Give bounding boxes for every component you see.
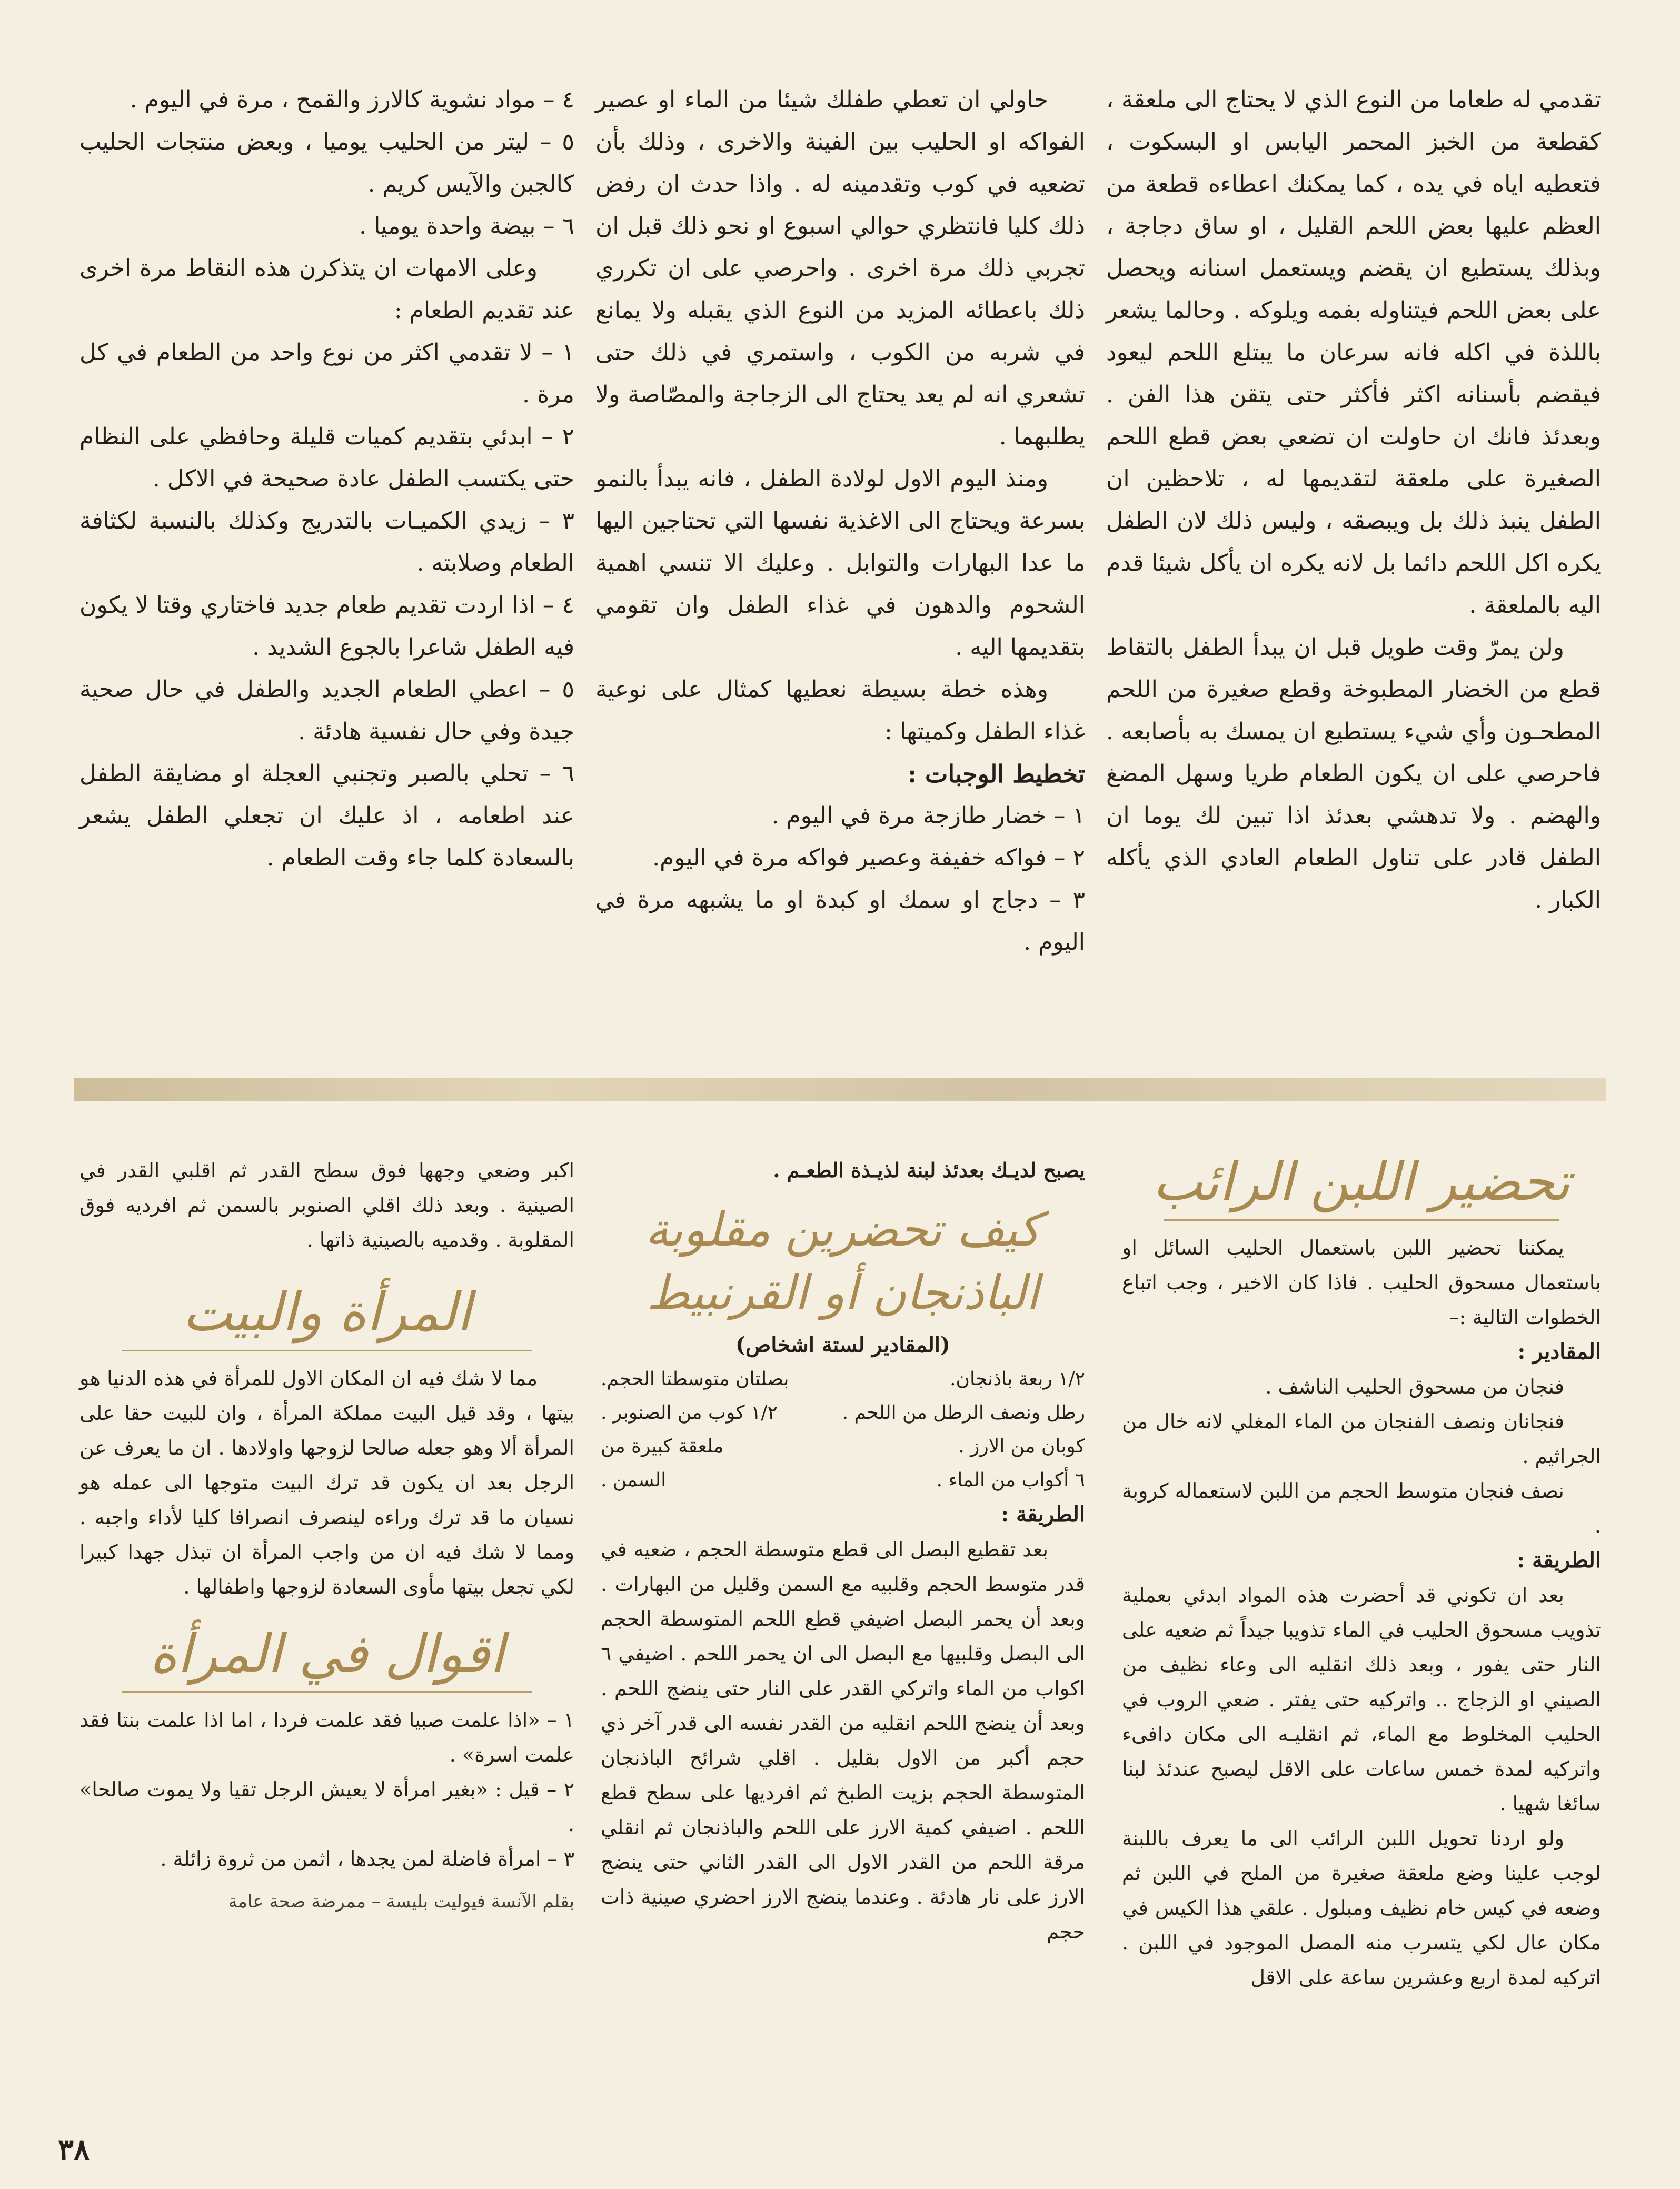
list-item: ١ – لا تقدمي اكثر من نوع واحد من الطعام في كل مرة . (79, 339, 574, 408)
paragraph: ولو اردنا تحويل اللبن الرائب الى ما يعرف باللبنة لوجب علينا وضع ملعقة صغيرة من الملح في اللبن ثم وضعه في كيس خام نظيف ومبلول . علقي هذا الكيس في مكان عال لكي يتسرب منه المصل الموجود في اللبن . اتركيه لمدة اربع وعشرين ساعة على الاقل (1122, 1827, 1601, 1989)
list-item: ١ – خضار طازجة مرة في اليوم . (771, 802, 1085, 829)
list-item: ٥ – ليتر من الحليب يوميا ، وبعض منتجات الحليب كالجبن والآيس كريم . (79, 128, 575, 197)
author-credit: بقلم الآنسة فيوليت بليسة – ممرضة صحة عامة (228, 1891, 574, 1912)
paragraph: بعد ان تكوني قد أحضرت هذه المواد ابدئي بعملية تذويب مسحوق الحليب في الماء تذويبا جيداً ثم ضعيه على النار حتى يفور ، وبعد ذلك انقليه الى وعاء نظيف من الصيني او الزجاج .. واتركيه حتى يفتر . ضعي الروب في الحليب المخلوط مع الماء، ثم انقليـه الى مكان دافىء واتركيه لمدة خمس ساعات على الاقل ليصبح عندئذ لبنا سائغا شهيا . (1122, 1584, 1601, 1815)
sayings-title: اقوال في المرأة (150, 1623, 504, 1685)
ingredients-table (601, 1362, 1085, 1497)
paragraph: يمكننا تحضير اللبن باستعمال الحليب السائل او باستعمال مسحوق الحليب . فاذا كان الاخير ، وجب اتباع الخطوات التالية :– (1122, 1236, 1601, 1329)
bottom-middle-column (601, 1153, 1085, 1949)
title-underline (122, 1692, 532, 1693)
maqluba-title-line2: الباذنجان أو القرنبيط (647, 1266, 1039, 1320)
method-heading: الطريقة : (1001, 1502, 1085, 1527)
ingredient-row (601, 1396, 1085, 1430)
bottom-right-column (1122, 1148, 1601, 1995)
list-item: ٦ – تحلي بالصبر وتجنبي العجلة او مضايقة الطفل عند اطعامه ، اذ عليك ان تجعلي الطفل يشعر بالسعادة كلما جاء وقت الطعام . (79, 760, 574, 871)
list-item: ١ – «اذا علمت صبيا فقد علمت فردا ، اما اذا علمت بنتا فقد علمت اسرة» . (79, 1708, 574, 1766)
laban-title: تحضير اللبن الرائب (1152, 1151, 1570, 1212)
paragraph: يصبح لديـك بعدئذ لبنة لذيـذة الطعـم . (773, 1158, 1085, 1182)
list-item: ٦ – بيضة واحدة يوميا . (359, 213, 574, 240)
title-underline (1164, 1219, 1559, 1221)
ingredient-item: نصف فنجان متوسط الحجم من اللبن لاستعماله كروبة . (1122, 1479, 1601, 1537)
ingredient-item: فنجان من مسحوق الحليب الناشف . (1265, 1375, 1564, 1398)
woman-home-title: المرأة والبيت (182, 1281, 472, 1343)
list-item: ٥ – اعطي الطعام الجديد والطفل في حال صحية جيدة وفي حال نفسية هادئة . (79, 676, 574, 745)
ingredient-row (601, 1430, 1085, 1464)
title-underline (122, 1350, 532, 1351)
ingredient-row (601, 1362, 1085, 1396)
list-item: ٤ – مواد نشوية كالارز والقمح ، مرة في اليوم . (130, 86, 574, 113)
list-item: ٢ – قيل : «بغير امرأة لا يعيش الرجل تقيا ولا يموت صالحا» . (79, 1778, 574, 1836)
maqluba-title-line1: كيف تحضرين مقلوبة (645, 1202, 1041, 1257)
page-number: ٣٨ (58, 2132, 90, 2167)
section-divider-band (74, 1078, 1606, 1101)
ingredient-item: كوبان من الارز . (958, 1436, 1085, 1457)
ingredient-item: ٦ أكواب من الماء . (936, 1469, 1085, 1491)
top-left-column (79, 79, 574, 1042)
list-item: ٣ – دجاج او سمك او كبدة او ما يشبهه مرة في اليوم . (595, 887, 1085, 956)
ingredient-item: فنجانان ونصف الفنجان من الماء المغلي لانه خال من الجراثيم . (1122, 1410, 1601, 1468)
ingredient-item: رطل ونصف الرطل من اللحم . (842, 1402, 1085, 1424)
ingredient-item: ١/٢ ربعة باذنجان. (950, 1368, 1085, 1390)
paragraph: بعد تقطيع البصل الى قطع متوسطة الحجم ، ضعيه في قدر متوسط الحجم وقلبيه مع السمن وقليل من البهارات . وبعد أن يحمر البصل اضيفي قطع اللحم المتوسطة الحجم الى البصل وقلبيها مع البصل الى ان يحمر اللحم . اضيفي ٦ اكواب من الماء واتركي القدر على النار حتى ينضج اللحم . وبعد أن ينضج اللحم انقليه من القدر نفسه الى قدر آخر ذي حجم أكبر من الاول بقليل . اقلي شرائح الباذنجان المتوسطة الحجم بزيت الطبخ ثم افرديها على سطح قطع اللحم . اضيفي كمية الارز على اللحم والباذنجان ثم انقلي مرقة اللحم من القدر الاول الى القدر الثاني حتى ينضج الارز على نار هادئة . وعندما ينضج الارز احضري صينية ذات حجم (601, 1538, 1085, 1943)
servings-note: (المقادير لستة اشخاص) (735, 1332, 950, 1357)
list-item: ٢ – فواكه خفيفة وعصير فواكه مرة في اليوم. (652, 844, 1085, 871)
list-item: ٢ – ابدئي بتقديم كميات قليلة وحافظي على النظام حتى يكتسب الطفل عادة صحيحة في الاكل . (79, 423, 574, 492)
list-item: ٣ – امرأة فاضلة لمن يجدها ، اثمن من ثروة زائلة . (160, 1847, 574, 1870)
list-item: ٤ – اذا اردت تقديم طعام جديد فاختاري وقتا لا يكون فيه الطفل شاعرا بالجوع الشديد . (79, 592, 574, 661)
list-item: ٣ – زيدي الكميـات بالتدريج وكذلك بالنسبة لكثافة الطعام وصلابته . (79, 508, 574, 576)
meals-heading: تخطيط الوجبات : (908, 760, 1085, 788)
paragraph: مما لا شك فيه ان المكان الاول للمرأة في هذه الدنيا هو بيتها ، وقد قيل البيت مملكة المرأة ، وان للبيت حقا على المرأة ألا وهو جعله صالحا لزوجها واولادها . ان ما يعرف عن الرجل بعد ان يكون قد ترك البيت متوجها الى عمله هو نسيان ما قد ترك وراءه لينصرف انصرافا كليا لأداء واجبه . ومما لا شك فيه ان من واجب المرأة ان تبذل جهدا كبيرا لكي تجعل بيتها مأوى السعادة لزوجها واطفالها . (79, 1367, 575, 1598)
ingredient-item: ملعقة كبيرة من (601, 1436, 724, 1457)
ingredient-item: السمن . (601, 1469, 667, 1491)
method-heading: الطريقة : (1517, 1548, 1601, 1573)
paragraph: ولن يمرّ وقت طويل قبل ان يبدأ الطفل بالتقاط قطع من الخضار المطبوخة وقطع صغيرة من اللحم المطحـون وأي شيء يستطيع ان يمسك به بأصابعه . فاحرصي على ان يكون الطعام طريا وسهل المضغ والهضم . ولا تدهشي بعدئذ اذا تبين لك يوما ان الطفل قادر على تناول الطعام العادي الذي يأكله الكبار . (1106, 634, 1601, 913)
paragraph: اكبر وضعي وجهها فوق سطح القدر ثم اقلبي القدر في الصينية . وبعد ذلك اقلي الصنوبر بالسمن ثم افرديه فوق المقلوبة . وقدميه بالصينية ذاتها . (79, 1159, 574, 1251)
paragraph: ومنذ اليوم الاول لولادة الطفل ، فانه يبدأ بالنمو بسرعة ويحتاج الى الاغذية نفسها التي تحتاجين اليها ما عدا البهارات والتوابل . وعليك الا تنسي اهمية الشحوم والدهون في غذاء الطفل وان تقومي بتقديمها اليه . (595, 465, 1085, 661)
top-middle-column (595, 79, 1085, 1042)
paragraph: وعلى الامهات ان يتذكرن هذه النقاط مرة اخرى عند تقديم الطعام : (79, 255, 574, 324)
paragraph: وهذه خطة بسيطة نعطيها كمثال على نوعية غذاء الطفل وكميتها : (595, 676, 1085, 745)
ingredients-heading: المقادير : (1517, 1339, 1601, 1364)
ingredient-item: ١/٢ كوب من الصنوبر . (601, 1402, 778, 1424)
ingredient-item: بصلتان متوسطتا الحجم. (601, 1368, 789, 1390)
paragraph: تقدمي له طعاما من النوع الذي لا يحتاج الى ملعقة ، كقطعة من الخبز المحمر اليابس او البسكوت ، فتعطيه اياه في يده ، كما يمكنك اعطاءه قطعة من العظم عليها بعض اللحم القليل ، او ساق دجاجة ، وبذلك يستطيع ان يقضم ويستعمل اسنانه ويحصل على بعض اللحم فيتناوله بفمه ويلوكه . وحالما يشعر باللذة في اكله فانه سرعان ما يبتلع اللحم ليعود فيقضم بأسنانه اكثر فأكثر حتى يتقن هذا الفن . وبعدئذ فانك ان حاولت ان تضعي بعض قطع اللحم الصغيرة على ملعقة لتقديمها له ، تلاحظين ان الطفل ينبذ ذلك بل ويبصقه ، وليس ذلك لان الطفل يكره اكل اللحم دائما بل لانه يكره ان يأكل شيئا قدم اليه بالملعقة . (1106, 86, 1601, 619)
paragraph: حاولي ان تعطي طفلك شيئا من الماء او عصير الفواكه او الحليب بين الفينة والاخرى ، وذلك بأن تضعيه في كوب وتقدمينه له . واذا حدث ان رفض ذلك كليا فانتظري حوالي اسبوع او نحو ذلك قبل ان تجربي ذلك مرة اخرى . واحرصي على ان تكرري ذلك باعطائه المزيد من النوع الذي يقبله ولا يمانع في شربه من الكوب ، واستمري في ذلك حتى تشعري انه لم يعد يحتاج الى الزجاجة والمصّاصة ولا يطلبهما . (595, 86, 1085, 450)
top-right-column (1106, 79, 1601, 1042)
bottom-left-column (79, 1153, 574, 1917)
ingredient-row (601, 1464, 1085, 1497)
